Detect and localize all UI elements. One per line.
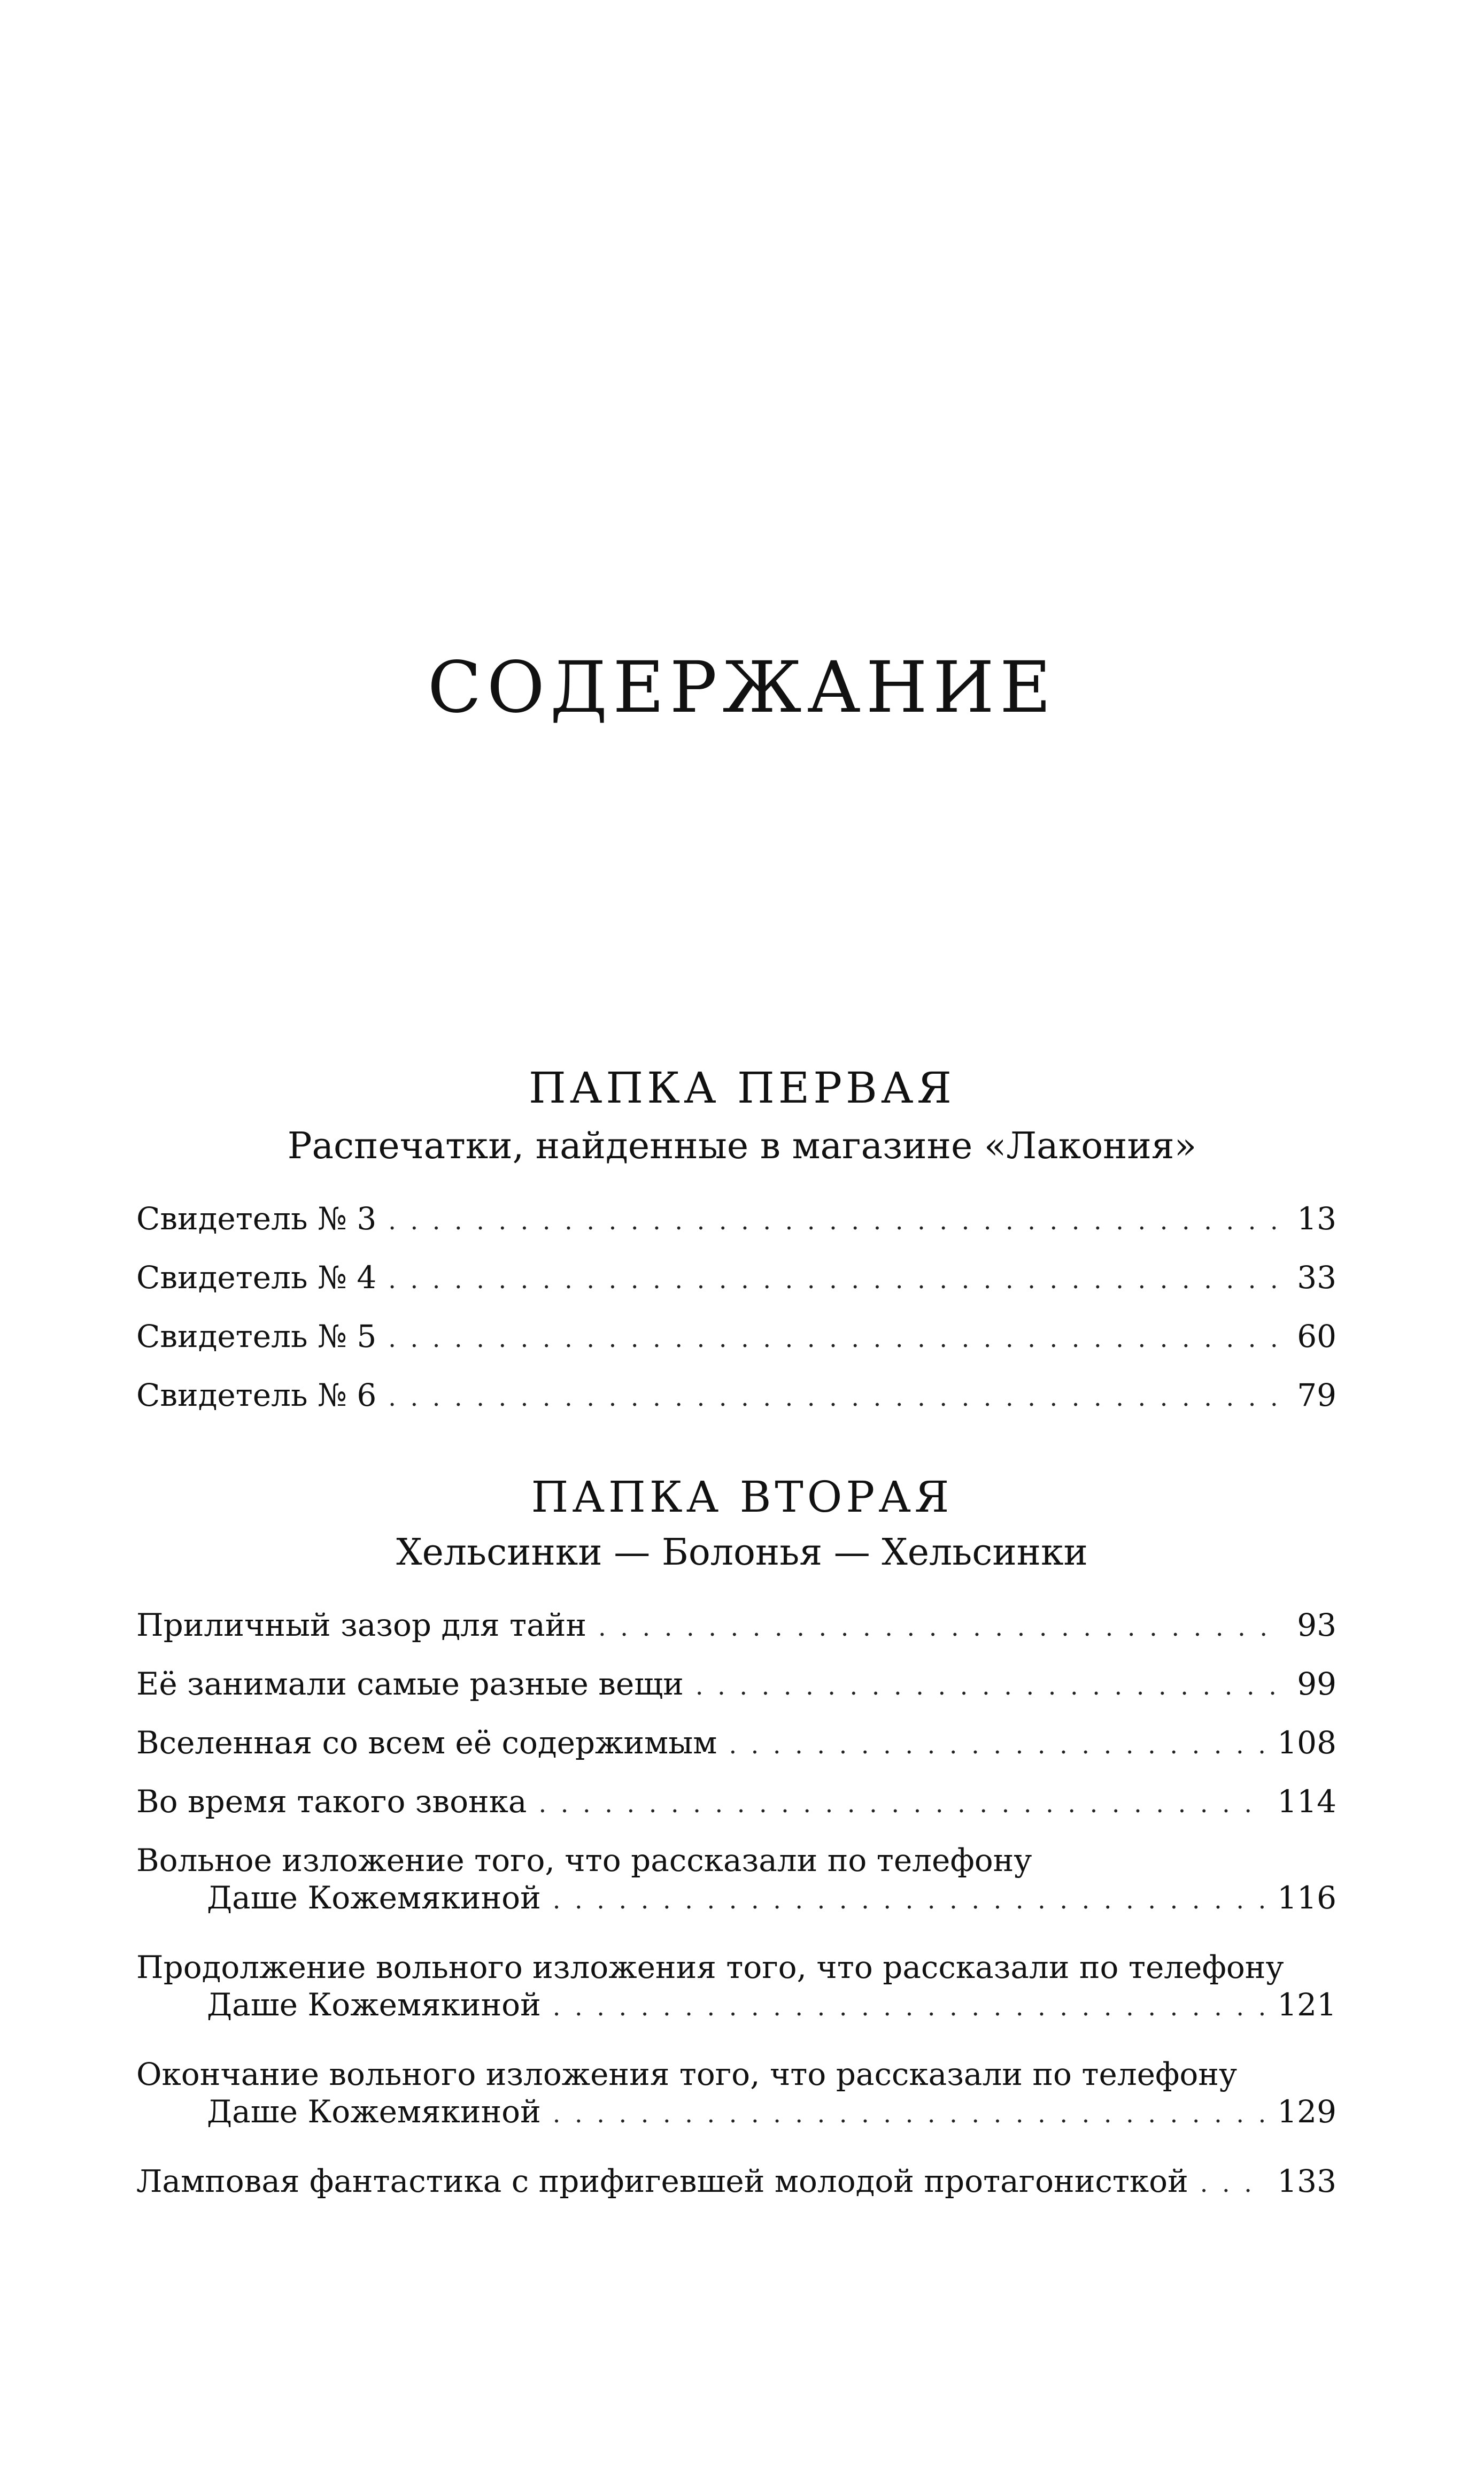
section-folder-two-subtitle-wrap: [0, 1531, 1484, 1574]
toc-entry-page: 13: [1297, 1200, 1336, 1237]
toc-entry-page: 99: [1297, 1666, 1336, 1702]
toc-entry[interactable]: [136, 1607, 1336, 1644]
section-subtitle: Хельсинки — Болонья — Хельсинки: [396, 1531, 1088, 1574]
dot-leader: [729, 1724, 1265, 1762]
dot-leader: [388, 1318, 1277, 1356]
toc-entry-title-line2: Даше Кожемякиной: [207, 2093, 541, 2130]
toc-entry-page: 121: [1277, 1986, 1336, 2023]
toc-entry[interactable]: [136, 1724, 1336, 1762]
toc-entry[interactable]: [136, 1666, 1336, 1703]
toc-entry[interactable]: [136, 1949, 1336, 2023]
section-subtitle: Распечатки, найденные в магазине «Лакония»: [287, 1125, 1197, 1167]
toc-entry-page: 133: [1277, 2163, 1336, 2199]
section-folder-one: [0, 1063, 1484, 1113]
dot-leader: [553, 2093, 1266, 2131]
toc-entry-title-line2: Даше Кожемякиной: [207, 1986, 541, 2023]
toc-entry-title: Приличный зазор для тайн: [136, 1607, 587, 1643]
toc-entry[interactable]: [136, 2056, 1336, 2130]
dot-leader: [1200, 2163, 1266, 2200]
dot-leader: [598, 1607, 1277, 1644]
section-folder-two: [0, 1472, 1484, 1522]
dot-leader: [388, 1377, 1277, 1414]
toc-entry-title: Свидетель № 5: [136, 1318, 377, 1354]
dot-leader: [553, 1880, 1266, 1917]
toc-entry-title: Во время такого звонка: [136, 1783, 527, 1820]
dot-leader: [388, 1200, 1277, 1238]
page-title: СОДЕРЖАНИЕ: [427, 646, 1057, 729]
section-heading: ПАПКА ВТОРАЯ: [531, 1472, 953, 1522]
toc-entry[interactable]: [136, 1200, 1336, 1238]
toc-entry[interactable]: [136, 1259, 1336, 1297]
dot-leader: [388, 1259, 1277, 1297]
toc-entry-title: Ламповая фантастика с прифигевшей молодой протагонисткой: [136, 2163, 1188, 2199]
section-folder-one-subtitle-wrap: [0, 1125, 1484, 1167]
dot-leader: [539, 1783, 1266, 1821]
section-heading: ПАПКА ПЕРВАЯ: [528, 1063, 956, 1113]
toc-entry-title-line2: Даше Кожемякиной: [207, 1879, 541, 1916]
toc-entry[interactable]: [136, 1783, 1336, 1821]
toc-entry[interactable]: [136, 1842, 1336, 1916]
toc-entry[interactable]: [136, 1377, 1336, 1414]
toc-entry-title: Свидетель № 6: [136, 1377, 377, 1413]
toc-entry-title: Вселенная со всем её содержимым: [136, 1724, 717, 1761]
toc-entry-page: 33: [1297, 1259, 1336, 1296]
dot-leader: [553, 1987, 1266, 2024]
toc-entry-title: Её занимали самые разные вещи: [136, 1666, 684, 1702]
toc-entry[interactable]: [136, 1318, 1336, 1356]
toc-entry-page: 114: [1277, 1783, 1336, 1820]
toc-entry-page: 79: [1297, 1377, 1336, 1413]
toc-entry-page: 116: [1277, 1879, 1336, 1916]
toc-entry-title: Свидетель № 3: [136, 1200, 377, 1237]
toc-entry-title: Свидетель № 4: [136, 1259, 377, 1296]
toc-entry-page: 108: [1277, 1724, 1336, 1761]
toc-entry-page: 129: [1277, 2093, 1336, 2130]
toc-entry-title-line1: Окончание вольного изложения того, что рассказали по телефону: [136, 2056, 1238, 2092]
dot-leader: [695, 1666, 1277, 1703]
toc-entry[interactable]: [136, 2163, 1336, 2200]
toc-entry-page: 60: [1297, 1318, 1336, 1354]
toc-entry-title-line1: Продолжение вольного изложения того, что рассказали по телефону: [136, 1949, 1284, 1985]
toc-entry-title-line1: Вольное изложение того, что рассказали по телефону: [136, 1842, 1032, 1879]
toc-entry-page: 93: [1297, 1607, 1336, 1643]
